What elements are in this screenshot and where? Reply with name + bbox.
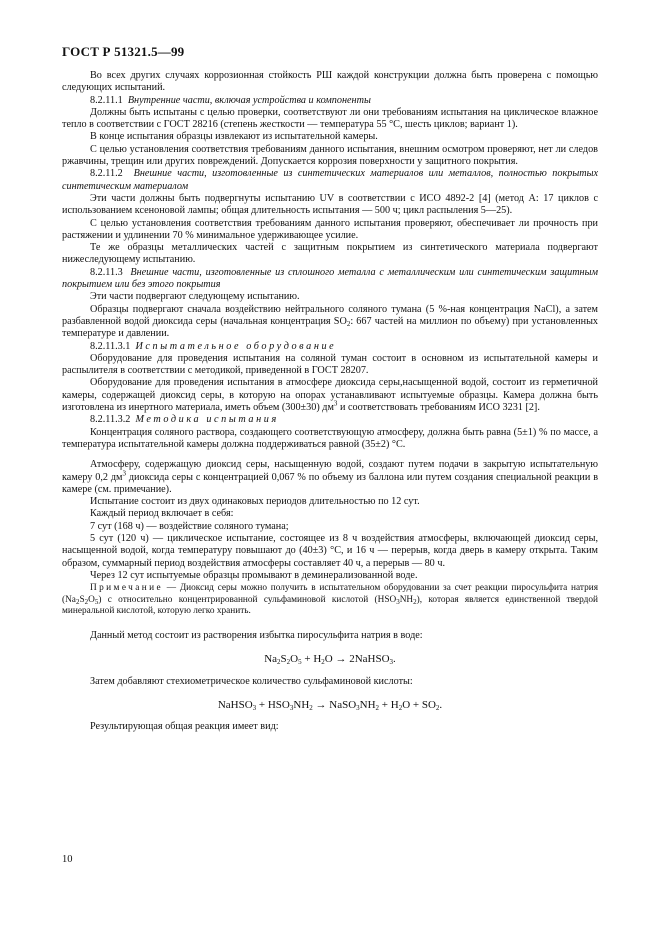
note-text: ), которая является единственной твердой минеральной кислотой, которую легко хранить. [62,594,599,617]
note: Примечание — Диоксид серы можно получить в испытательном оборудовании за счет реакции пиросульфита натрия $(Na_2S_2O_5)$ с относительно концентрированной сульфаминовой кислотой $(HSO_3NH_2)$, которая является единственной твердой минеральной кислотой, которую легко хранить. [62,583,599,617]
paragraph: С целью установления соответствия требованиям данного испытания, внешним осмотром проверяют, нет ли следов ржавчины, трещин или других повреждений. Допускается коррозия поверхности у защитного покрытия. [62,143,598,168]
page-number: 10 [62,854,73,865]
page-content [62,70,598,733]
paragraph: 5 сут (120 ч) — циклическое испытание, состоящее из 8 ч воздействия атмосферы, включающей диоксид серы, насыщенной водой, когда температуру повышают до (40±3) °С, и 16 ч — перерыв, когда дверь в камеру открыта. Таким образом, суммарный период воздействия атмосферы составляет 40 ч, а перерыв — 80 ч. [62,532,598,569]
paragraph: Атмосферу, содержащую диоксид серы, насыщенную водой, создают путем подачи в закрытую испытательную камеру 0,2 $дм^3$ диоксида серы с концентрацией 0,067 % по объему из баллона или путем создания специальной реакции в камере (см. примечание). [62,459,598,495]
section-heading-8-2-11-1 [62,95,598,107]
paragraph: Оборудование для проведения испытания в атмосфере диоксида серы,насыщенной водой, состоит из герметичной камеры, содержащей диоксид серы, в которую на опорах устанавливают испытуемые образцы. Камера должна быть изготовлена из инертного материала, иметь объем (300±30) $дм^3$ и соответствовать требованиям ИСО 3231 [2]. [62,377,598,414]
section-title: Внешние части, изготовленные из сплошного металла с металлическим или синтетическим защитным покрытием или без этого покрытия [62,266,599,291]
paragraph-text: диоксида серы с концентрацией 0,067 % по объему из баллона или путем создания специальной реакции в камере (см. примечание). [62,471,598,495]
paragraph: Испытание состоит из двух одинаковых периодов длительностью по 12 сут. [90,496,420,508]
paragraph: 7 сут (168 ч) — воздействие соляного тумана; [90,520,289,532]
paragraph-text: Оборудование для проведения испытания в атмосфере диоксида серы,насыщенной водой, состоит из герметичной камеры, содержащей диоксид серы, в которую на опорах устанавливают испытуемые образцы. Камера должна быть изготовлена из инертного материала, иметь объем (300±30) дм [62,377,598,414]
paragraph-text: Образцы подвергают сначала воздействию нейтрального соляного тумана (5 %-ная концентрация NaCl), а затем разбавленной водой диоксида серы (начальная концентрация SO [62,303,598,327]
formula-1: $Na_2S_2O_5 + H_2O$ → 2NaHSO$_3$. [264,653,396,667]
section-heading-8-2-11-3 [62,267,598,292]
paragraph: Через 12 сут испытуемые образцы промывают в деминерализованной воде. [90,569,418,581]
section-title: Внешние части, изготовленные из синтетических материалов или металлов, полностью покрытых синтетическим материалом [62,168,599,192]
paragraph: Концентрация соляного раствора, создающего соответствующую атмосферу, должна быть равна (5±1) % по массе, а температура испытательной камеры должна поддерживаться равной (35±2) °С. [62,426,598,450]
paragraph-text: и соответствовать требованиям ИСО 3231 [2]. [337,402,540,414]
paragraph: С целью установления соответствия требованиям данного испытания проверяют, обеспечивает ли прочность при растяжении и удлинении 70 % минимальное удерживающее усилие. [62,217,598,241]
section-number: 8.2.11.1 [90,94,123,106]
paragraph: Результирующая общая реакция имеет вид: [90,721,279,733]
section-heading-8-2-11-3-2 [62,414,598,426]
paragraph: Затем добавляют стехиометрическое количество сульфаминовой кислоты: [90,675,413,687]
paragraph: Во всех других случаях коррозионная стойкость РШ каждой конструкции должна быть проверена с помощью следующих испытаний. [62,70,598,94]
paragraph: Образцы подвергают сначала воздействию нейтрального соляного тумана (5 %-ная концентрация NaCl), а затем разбавленной водой диоксида серы (начальная концентрация $SO_2$: 667 частей на миллион по объему) при установленных температуре и давлении. [62,303,599,340]
paragraph: Эти части подвергают следующему испытанию. [90,291,300,303]
document-header: ГОСТ Р 51321.5—99 [62,44,185,59]
section-title: Испытательное оборудование [135,340,337,352]
section-title: Внутренние части, включая устройства и компоненты [127,94,371,106]
paragraph-text: : 667 частей на миллион по объему) при установленных температуре и давлении. [62,315,599,340]
paragraph: Каждый период включает в себя: [90,508,234,520]
section-heading-8-2-11-2 [62,168,598,193]
paragraph: Данный метод состоит из растворения избытка пиросульфита натрия в воде: [90,629,423,641]
formula-2: NaHSO$_3$ + $HSO_3NH_2$ → $NaSO_3NH_2 + H_2O + SO_2$. [217,698,443,712]
paragraph-text: Атмосферу, содержащую диоксид серы, насыщенную водой, создают путем подачи в закрытую испытательную камеру 0,2 дм [62,459,598,483]
note-label: Примечание [90,583,163,594]
section-number: 8.2.11.3.2 [90,414,131,426]
paragraph: Эти части должны быть подвергнуты испытанию UV в соответствии с ИСО 4892-2 [4] (метод А: 17 циклов с использованием ксеноновой лампы; общая длительность испытания — 500 ч; цикл распыления 5—25). [62,192,598,217]
section-number: 8.2.11.3.1 [90,340,131,352]
section-number: 8.2.11.2 [90,168,123,180]
paragraph: Те же образцы металлических частей с защитным покрытием из синтетического материала подвергают нижеследующему испытанию. [62,242,598,266]
note-text: — Диоксид серы можно получить в испытательном оборудовании за счет реакции пиросульфита натрия (Na [62,583,598,605]
note-text: ) с относительно концентрированной сульфаминовой кислотой (HSO [98,594,397,605]
paragraph: Должны быть испытаны с целью проверки, соответствуют ли они требованиям испытания на циклическое влажное тепло в соответствии с ГОСТ 28216 (степень жесткости — температура 55 °С, шесть циклов; вариант 1). [62,106,598,131]
paragraph: В конце испытания образцы извлекают из испытательной камеры. [90,131,378,143]
section-number: 8.2.11.3 [90,266,123,278]
paragraph: Оборудование для проведения испытания на соляной туман состоит в основном из испытательной камеры и распылителя в соответствии с методикой, приведенной в ГОСТ 28207. [62,352,598,377]
section-heading-8-2-11-3-1 [62,341,598,353]
section-title: Методика испытания [135,414,279,426]
